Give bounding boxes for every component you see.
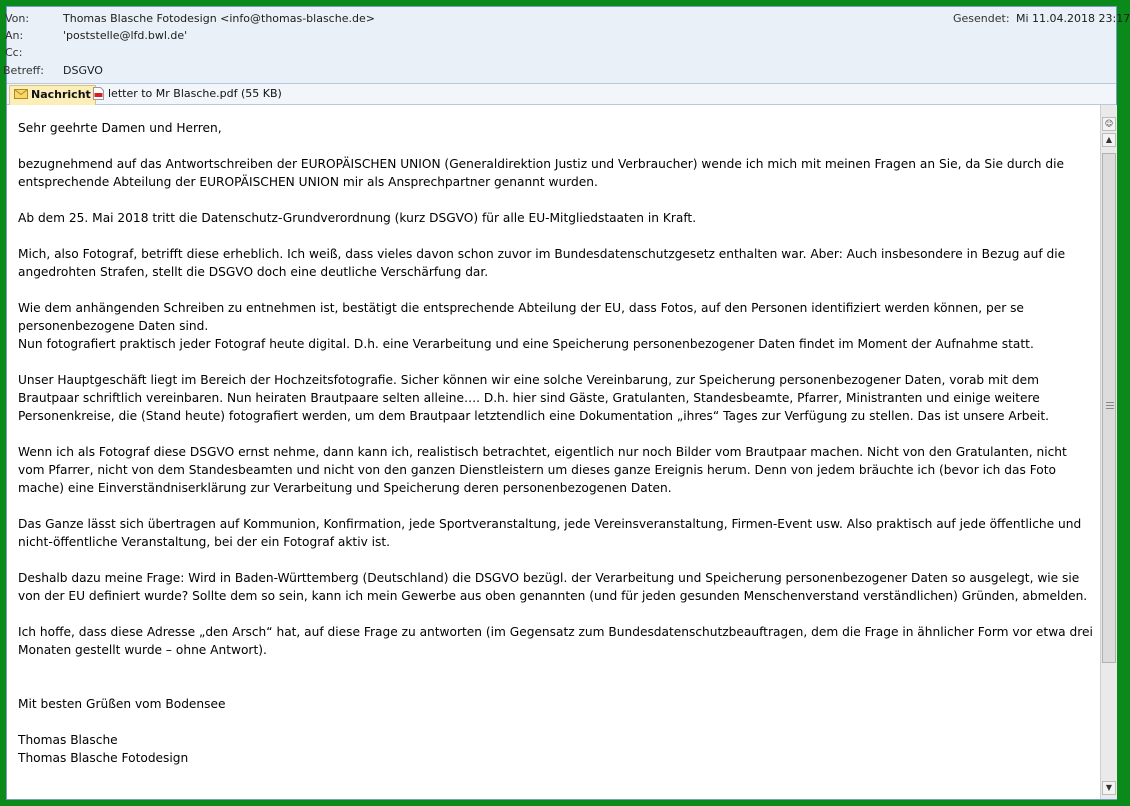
message-text xyxy=(18,119,1093,767)
grip-line xyxy=(1106,405,1114,406)
cc-row xyxy=(7,45,907,61)
grip-line xyxy=(1106,402,1114,403)
to-label: An: xyxy=(5,29,24,42)
message-tabs xyxy=(7,84,1116,105)
tab-message[interactable] xyxy=(9,85,96,105)
signature-company: Thomas Blasche Fotodesign xyxy=(18,751,189,765)
subject-row xyxy=(3,63,907,79)
paragraph-4b: Nun fotografiert praktisch jeder Fotograf heute digital. D.h. eine Verarbeitung und eine Speicherung personenbezogener Daten findet im Moment der Aufnahme statt. xyxy=(18,337,1034,351)
paragraph-3: Mich, also Fotograf, betrifft diese erheblich. Ich weiß, dass vieles davon schon zuvor im Bundesdatenschutzgesetz enthalten war. Aber: Auch insbesondere in Bezug auf die angedrohten Strafen, stellt die DSGVO doch eine deutliche Verschärfung dar. xyxy=(18,247,1066,279)
vertical-scrollbar[interactable] xyxy=(1100,105,1117,799)
from-label: Von: xyxy=(5,12,30,25)
paragraph-6: Wenn ich als Fotograf diese DSGVO ernst nehme, dann kann ich, realistisch betrachtet, eigentlich nur noch Bilder vom Brautpaar machen. Nicht von den Gratulanten, nicht vom Pfarrer, nicht von dem Standesbeamten und nicht von den ganzen Dienstleistern um dieses ganze Ereignis herum. Denn von jedem bräuchte ich (bevor ich das Foto mache) eine Einverständniserklärung zur Verarbeitung und Speicherung deren personenbezogenen Daten. xyxy=(18,445,1067,495)
envelope-icon xyxy=(14,89,28,99)
grip-line xyxy=(1106,408,1114,409)
to-value[interactable]: 'poststelle@lfd.bwl.de' xyxy=(63,29,188,42)
paragraph-7: Das Ganze lässt sich übertragen auf Kommunion, Konfirmation, jede Sportveranstaltung, jede Vereinsveranstaltung, Firmen-Event usw. Also praktisch auf jede öffentliche und nicht-öffentliche Veranstaltung, bei der ein Fotograf aktiv ist. xyxy=(18,517,1082,549)
tab-attachment[interactable] xyxy=(89,85,286,103)
smiley-icon: ☺ xyxy=(1102,117,1116,131)
arrow-down-icon[interactable]: ▼ xyxy=(1102,781,1116,795)
paragraph-9: Ich hoffe, dass diese Adresse „den Arsch“ hat, auf diese Frage zu antworten (im Gegensatz zum Bundesdatenschutzbeauftragen, dem die Frage in ähnlicher Form vor etwa drei Monaten gestellt wurde – ohne Antwort). xyxy=(18,625,1093,657)
paragraph-5: Unser Hauptgeschäft liegt im Bereich der Hochzeitsfotografie. Sicher können wir eine solche Vereinbarung, zur Speicherung personenbezogener Daten, vorab mit dem Brautpaar schriftlich vereinbaren. Nun heiraten Brautpaare selten alleine…. D.h. hier sind Gäste, Gratulanten, Standesbeamte, Pfarrer, Ministranten und einige weitere Personenkreise, die (Stand heute) fotografiert werden, um dem Brautpaar letztendlich eine Dokumentation „ihres“ Tages zur Verfügung zu stellen. Das ist unsere Arbeit. xyxy=(18,373,1050,423)
tab-message-label: Nachricht xyxy=(31,88,91,101)
from-row xyxy=(7,11,907,27)
tab-attachment-label: letter to Mr Blasche.pdf (55 KB) xyxy=(108,87,282,100)
sent-value: Mi 11.04.2018 23:17 xyxy=(1016,12,1130,25)
scroll-thumb[interactable] xyxy=(1102,153,1116,663)
greeting: Sehr geehrte Damen und Herren, xyxy=(18,121,222,135)
email-window xyxy=(3,6,1130,800)
sent-label: Gesendet: xyxy=(953,12,1010,25)
to-row xyxy=(7,28,907,44)
paragraph-2: Ab dem 25. Mai 2018 tritt die Datenschutz-Grundverordnung (kurz DSGVO) für alle EU-Mitgliedstaaten in Kraft. xyxy=(18,211,697,225)
message-body[interactable] xyxy=(7,105,1100,799)
from-value[interactable]: Thomas Blasche Fotodesign <info@thomas-blasche.de> xyxy=(63,12,375,25)
cc-label: Cc: xyxy=(5,46,23,59)
pdf-icon xyxy=(93,87,104,100)
signature-name: Thomas Blasche xyxy=(18,733,118,747)
paragraph-4a: Wie dem anhängenden Schreiben zu entnehmen ist, bestätigt die entsprechende Abteilung der EU, dass Fotos, auf den Personen identifiziert werden können, per se personenbezogene Daten sind. xyxy=(18,301,1024,333)
paragraph-8: Deshalb dazu meine Frage: Wird in Baden-Württemberg (Deutschland) die DSGVO bezügl. der Verarbeitung und Speicherung personenbezogener Daten so ausgelegt, wie sie von der EU definiert wurde? Sollte dem so sein, kann ich mein Gewerbe aus oben genannten (und für jeden gesunden Menschenverstand verständlichen) Gründen, abmelden. xyxy=(18,571,1088,603)
subject-value: DSGVO xyxy=(63,64,103,77)
subject-label: Betreff: xyxy=(3,64,44,77)
arrow-up-icon[interactable]: ▲ xyxy=(1102,133,1116,147)
message-header xyxy=(3,7,1130,84)
paragraph-1: bezugnehmend auf das Antwortschreiben der EUROPÄISCHEN UNION (Generaldirektion Justiz und Verbraucher) wende ich mich mit meinen Fragen an Sie, da Sie durch die entsprechende Abteilung der EUROPÄISCHEN UNION mir als Ansprechpartner genannt wurden. xyxy=(18,157,1065,189)
closing: Mit besten Grüßen vom Bodensee xyxy=(18,697,226,711)
